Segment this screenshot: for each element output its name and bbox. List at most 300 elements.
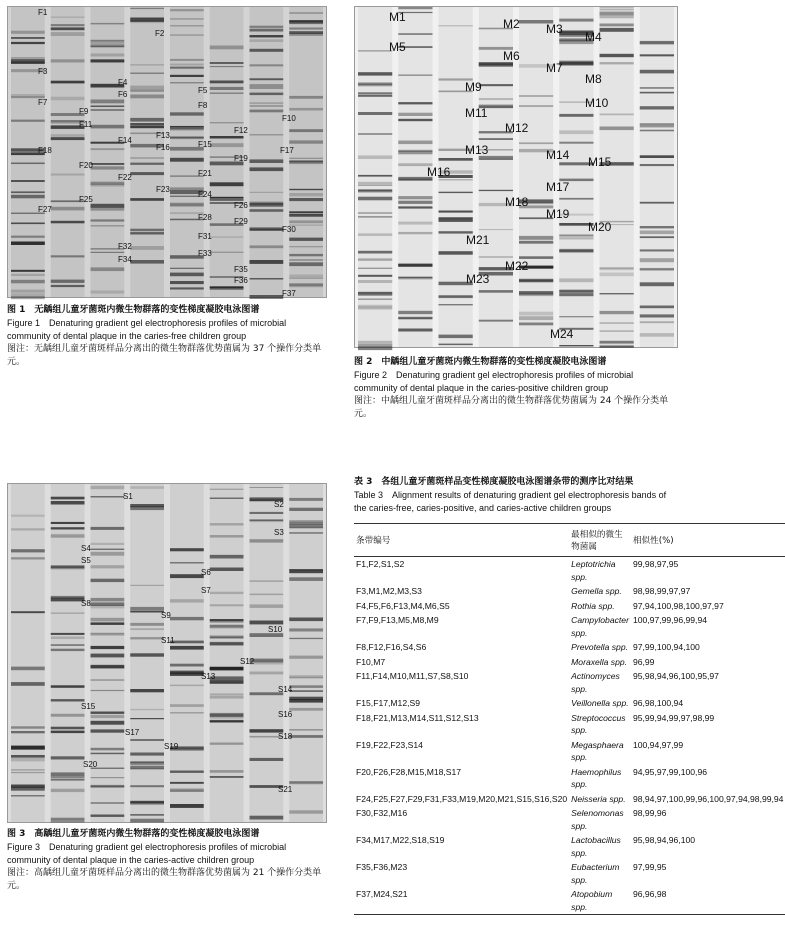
- gel-band: [439, 158, 473, 161]
- gel-band: [130, 761, 164, 763]
- gel-band: [250, 88, 284, 89]
- gel-band: [250, 49, 284, 52]
- figure1-band-label: F6: [118, 90, 128, 99]
- gel-band: [91, 41, 125, 43]
- gel-band: [398, 75, 432, 76]
- gel-band: [640, 236, 674, 238]
- gel-band: [170, 75, 204, 77]
- gel-band: [210, 136, 244, 139]
- gel-band: [130, 232, 164, 234]
- figure3-caption-en: Figure 3 Denaturing gradient gel electrophoresis profiles of microbial community of dental plaque in the caries-active children group: [7, 842, 287, 865]
- gel-band: [358, 84, 392, 86]
- gel-band: [289, 140, 323, 143]
- gel-band: [289, 246, 323, 247]
- figure2-band-label: M19: [546, 207, 570, 221]
- gel-band: [210, 713, 244, 714]
- gel-band: [600, 322, 634, 324]
- gel-band: [640, 314, 674, 317]
- gel-band: [130, 73, 164, 74]
- gel-band: [600, 127, 634, 131]
- figure3-band-label: S8: [81, 599, 91, 608]
- figure3-band-label: S7: [201, 586, 211, 595]
- gel-band: [51, 756, 85, 759]
- gel-band: [289, 108, 323, 111]
- gel-band: [11, 120, 45, 122]
- table3-cell-band-ids: F7,F9,F13,M5,M8,M9: [356, 615, 439, 625]
- gel-band: [51, 81, 85, 84]
- gel-band: [559, 130, 593, 134]
- gel-band: [170, 82, 204, 83]
- gel-band: [439, 192, 473, 193]
- gel-band: [439, 251, 473, 255]
- figure2-band-label: M17: [546, 180, 570, 194]
- figure1-band-label: F12: [234, 126, 248, 135]
- gel-band: [559, 198, 593, 200]
- figure1-band-label: F4: [118, 78, 128, 87]
- gel-band: [398, 311, 432, 314]
- figure3-band-label: S11: [161, 636, 175, 645]
- gel-band: [250, 672, 284, 675]
- gel-band: [289, 810, 323, 813]
- figure2-band-label: M18: [505, 195, 529, 209]
- table3-cell-genus: Lactobacillus spp.: [571, 835, 621, 858]
- gel-lane: [358, 7, 392, 347]
- gel-band: [130, 739, 164, 740]
- figure2-band-label: M10: [585, 96, 609, 110]
- gel-band: [250, 245, 284, 248]
- gel-band: [479, 63, 513, 66]
- gel-lane: [91, 484, 125, 822]
- gel-band: [250, 663, 284, 665]
- table3-row: [354, 711, 785, 738]
- gel-band: [600, 24, 634, 27]
- figure2-band-label: M5: [389, 40, 406, 54]
- gel-band: [398, 151, 432, 154]
- table3-cell-band-ids: F3,M1,M2,M3,S3: [356, 586, 422, 596]
- gel-band: [210, 66, 244, 67]
- gel-band: [130, 89, 164, 92]
- table3-row: [354, 599, 785, 614]
- gel-band: [11, 31, 45, 34]
- gel-band: [11, 191, 45, 193]
- figure3-caption-zh: 图 3 高龋组儿童牙菌斑内微生物群落的变性梯度凝胶电泳图谱: [7, 829, 260, 839]
- gel-lane: [91, 7, 128, 297]
- gel-band: [11, 236, 45, 238]
- gel-band: [600, 114, 634, 116]
- figure1-band-label: F1: [38, 8, 48, 17]
- gel-band: [398, 179, 432, 181]
- gel-band: [289, 161, 323, 164]
- gel-band: [600, 28, 634, 32]
- figure1-band-label: F11: [79, 120, 93, 129]
- gel-band: [11, 195, 45, 199]
- gel-band: [91, 729, 125, 732]
- gel-band: [600, 293, 634, 294]
- table3-cell-band-ids: F30,F32,M16: [356, 808, 408, 818]
- gel-band: [51, 255, 85, 257]
- figure2-band-label: M23: [466, 272, 490, 286]
- gel-band: [91, 184, 125, 187]
- gel-band: [398, 277, 432, 279]
- gel-band: [51, 59, 85, 62]
- gel-band: [439, 304, 473, 305]
- gel-band: [358, 268, 392, 269]
- gel-band: [600, 341, 634, 344]
- gel-band: [11, 270, 45, 272]
- gel-band: [250, 604, 284, 608]
- gel-band: [11, 61, 45, 63]
- gel-band: [170, 137, 204, 140]
- gel-band: [250, 487, 284, 488]
- gel-band: [51, 221, 85, 224]
- gel-band: [170, 599, 204, 602]
- gel-band: [11, 772, 45, 773]
- figure1-band-label: F21: [198, 169, 212, 178]
- gel-band: [130, 611, 164, 613]
- gel-band: [289, 524, 323, 527]
- table3-cell-genus: Streptococcus spp.: [571, 712, 626, 735]
- gel-band: [640, 226, 674, 228]
- gel-band: [250, 278, 284, 280]
- gel-band: [91, 633, 125, 636]
- gel-band: [358, 133, 392, 135]
- gel-band: [170, 268, 204, 269]
- gel-band: [250, 78, 284, 80]
- figure1-band-label: F34: [118, 255, 132, 264]
- gel-band: [250, 84, 284, 87]
- gel-band: [11, 290, 45, 293]
- gel-band: [91, 715, 125, 718]
- figure1-band-label: F27: [38, 205, 52, 214]
- gel-band: [250, 192, 284, 193]
- gel-band: [51, 497, 85, 500]
- gel-band: [398, 222, 432, 225]
- gel-band: [289, 656, 323, 659]
- gel-band: [91, 163, 125, 165]
- gel-band: [358, 233, 392, 236]
- gel-band: [170, 664, 204, 667]
- figure1-gel-image: [7, 6, 327, 298]
- gel-band: [91, 690, 125, 691]
- gel-band: [11, 611, 45, 613]
- gel-band: [130, 229, 164, 232]
- table3-cell-genus: Campylobacter spp.: [571, 615, 629, 638]
- gel-band: [600, 15, 634, 19]
- gel-band: [289, 532, 323, 534]
- gel-band: [91, 496, 125, 498]
- gel-band: [51, 501, 85, 505]
- gel-band: [289, 220, 323, 223]
- gel-band: [130, 118, 164, 122]
- gel-band: [91, 679, 125, 681]
- gel-band: [11, 57, 45, 58]
- gel-band: [250, 521, 284, 523]
- gel-lane: [11, 484, 45, 822]
- gel-band: [358, 251, 392, 254]
- table3-cell-genus: Rothia spp.: [571, 600, 615, 611]
- gel-band: [11, 59, 45, 60]
- gel-band: [51, 772, 85, 776]
- gel-band: [170, 203, 204, 207]
- gel-band: [559, 316, 593, 317]
- gel-band: [130, 21, 164, 23]
- gel-band: [130, 246, 164, 250]
- table3-cell-band-ids: F15,F17,M12,S9: [356, 698, 421, 708]
- gel-band: [289, 498, 323, 501]
- gel-band: [479, 190, 513, 191]
- gel-band: [439, 296, 473, 298]
- gel-band: [170, 34, 204, 36]
- gel-band: [11, 557, 45, 559]
- gel-band: [559, 294, 593, 296]
- gel-band: [11, 758, 45, 762]
- figure3-band-label: S19: [164, 742, 179, 751]
- gel-band: [439, 335, 473, 339]
- table3-cell-band-ids: F8,F12,F16,S4,S6: [356, 642, 427, 652]
- gel-band: [250, 159, 284, 163]
- gel-band: [130, 709, 164, 710]
- gel-band: [289, 508, 323, 511]
- figure1-band-label: F7: [38, 98, 48, 107]
- table3-row: [354, 806, 785, 833]
- gel-band: [289, 690, 323, 692]
- gel-band: [398, 113, 432, 116]
- gel-band: [91, 712, 125, 714]
- gel-band: [51, 134, 85, 136]
- figure2-band-label: M4: [585, 30, 602, 44]
- gel-band: [640, 202, 674, 204]
- figure1-band-label: F18: [38, 146, 52, 155]
- gel-band: [519, 291, 553, 295]
- figure2-band-label: M6: [503, 49, 520, 63]
- gel-band: [640, 130, 674, 132]
- gel-band: [91, 148, 125, 150]
- gel-band: [170, 712, 204, 713]
- gel-band: [358, 258, 392, 260]
- gel-band: [600, 9, 634, 11]
- gel-band: [91, 622, 125, 625]
- gel-band: [250, 102, 284, 104]
- gel-band: [51, 714, 85, 717]
- gel-band: [170, 782, 204, 784]
- gel-band: [91, 166, 125, 169]
- gel-band: [51, 536, 85, 538]
- table3-cell-similarity: 97,99,100,94,100: [632, 642, 700, 652]
- table3-cell-band-ids: F34,M17,M22,S18,S19: [356, 835, 445, 845]
- gel-band: [11, 42, 45, 44]
- gel-band: [210, 252, 244, 253]
- gel-band: [130, 172, 164, 175]
- gel-band: [398, 102, 432, 104]
- gel-band: [170, 646, 204, 650]
- gel-band: [289, 729, 323, 730]
- gel-band: [559, 278, 593, 282]
- gel-lane: [130, 7, 164, 297]
- table3-row: [354, 765, 785, 792]
- gel-band: [210, 568, 244, 572]
- gel-band: [91, 23, 125, 25]
- gel-band: [170, 788, 204, 791]
- table3-title-en: Table 3 Alignment results of denaturing gradient gel electrophoresis bands of the caries-free, caries-positive, and caries-active children groups: [354, 490, 667, 513]
- table3-cell-similarity: 96,96,98: [631, 887, 785, 915]
- gel-band: [51, 598, 85, 602]
- figure1-band-label: F29: [234, 217, 248, 226]
- gel-band: [640, 87, 674, 89]
- gel-band: [600, 273, 634, 277]
- gel-band: [289, 638, 323, 639]
- figure2-band-label: M20: [588, 220, 612, 234]
- gel-band: [11, 242, 45, 245]
- gel-band: [640, 306, 674, 309]
- gel-band: [250, 621, 284, 625]
- gel-band: [130, 653, 164, 656]
- gel-band: [210, 642, 244, 645]
- gel-band: [289, 628, 323, 631]
- gel-band: [91, 565, 125, 568]
- figure1-band-label: F31: [198, 232, 212, 241]
- figure3-band-label: S12: [240, 657, 255, 666]
- gel-band: [130, 198, 164, 201]
- gel-band: [250, 660, 284, 663]
- gel-band: [11, 515, 45, 517]
- table3-cell-genus: Veillonella spp.: [571, 698, 629, 708]
- figure2-band-label: M13: [465, 143, 489, 157]
- figure1-band-label: F2: [155, 29, 165, 38]
- figure2-band-label: M14: [546, 148, 570, 162]
- gel-band: [130, 95, 164, 99]
- table3-cell-genus: Megasphaera spp.: [571, 739, 624, 762]
- gel-band: [130, 123, 164, 125]
- gel-band: [358, 292, 392, 296]
- gel-band: [130, 508, 164, 511]
- gel-band: [250, 39, 284, 42]
- gel-band: [51, 727, 85, 730]
- gel-band: [289, 577, 323, 581]
- table3-cell-band-ids: F10,M7: [356, 656, 386, 667]
- gel-band: [289, 275, 323, 278]
- gel-band: [91, 552, 125, 556]
- gel-band: [170, 25, 204, 26]
- gel-band: [519, 142, 553, 144]
- gel-band: [170, 574, 204, 578]
- gel-band: [289, 278, 323, 279]
- gel-band: [640, 125, 674, 128]
- gel-band: [130, 86, 164, 90]
- gel-band: [130, 629, 164, 630]
- gel-band: [559, 62, 593, 66]
- gel-band: [91, 815, 125, 817]
- gel-band: [91, 748, 125, 751]
- table3-cell-similarity: 100,97,99,96,99,94: [632, 615, 708, 625]
- gel-band: [51, 789, 85, 792]
- gel-band: [170, 562, 204, 563]
- gel-band: [91, 219, 125, 221]
- gel-band: [170, 59, 204, 61]
- table3-cell-band-ids: F11,F14,M10,M11,S7,S8,S10: [356, 671, 469, 681]
- table3-cell-genus: Leptotrichia spp.: [571, 559, 616, 582]
- gel-band: [11, 795, 45, 796]
- gel-band: [91, 106, 125, 107]
- table3-header-row: [354, 524, 785, 557]
- table3-header-genus: 最相似的微生物菌属: [569, 524, 631, 557]
- gel-band: [51, 32, 85, 36]
- figure2-caption-en: Figure 2 Denaturing gradient gel electrophoresis profiles of microbial community of dental plaque in the caries-positive children group: [354, 370, 634, 393]
- gel-band: [398, 264, 432, 267]
- gel-band: [600, 267, 634, 269]
- gel-band: [479, 138, 513, 140]
- gel-band: [91, 654, 125, 658]
- gel-band: [91, 665, 125, 668]
- gel-band: [130, 814, 164, 815]
- gel-band: [130, 157, 164, 159]
- figure2-band-label: M1: [389, 10, 406, 24]
- gel-band: [250, 35, 284, 37]
- gel-band: [210, 81, 244, 84]
- figure3-band-label: S17: [125, 728, 140, 737]
- gel-band: [250, 227, 284, 230]
- gel-band: [559, 114, 593, 117]
- gel-band: [519, 105, 553, 107]
- gel-band: [91, 646, 125, 649]
- gel-band: [130, 126, 164, 129]
- gel-band: [398, 317, 432, 319]
- gel-band: [640, 106, 674, 109]
- gel-band: [130, 64, 164, 65]
- gel-band: [358, 50, 392, 52]
- figure1-band-label: F15: [198, 140, 212, 149]
- gel-band: [130, 506, 164, 507]
- gel-band: [358, 216, 392, 217]
- gel-band: [559, 19, 593, 22]
- gel-band: [289, 675, 323, 676]
- gel-band: [11, 180, 45, 182]
- gel-band: [519, 312, 553, 316]
- gel-band: [289, 260, 323, 261]
- gel-band: [358, 182, 392, 184]
- gel-band: [358, 307, 392, 310]
- gel-band: [640, 41, 674, 44]
- gel-band: [289, 211, 323, 213]
- gel-band: [210, 93, 244, 94]
- table3-cell-similarity: 94,95,97,99,100,96: [632, 766, 708, 777]
- figure2-caption-zh: 图 2 中龋组儿童牙菌斑内微生物群落的变性梯度凝胶电泳图谱: [354, 357, 607, 367]
- gel-band: [559, 235, 593, 237]
- table3-cell-similarity: 96,99: [632, 656, 655, 667]
- gel-band: [289, 214, 323, 217]
- gel-band: [170, 771, 204, 773]
- gel-band: [51, 776, 85, 778]
- gel-band: [398, 7, 432, 9]
- figure2-note: 图注：中龋组儿童牙菌斑样品分离出的微生物群落优势菌属为 24 个操作分类单元。: [354, 396, 669, 419]
- gel-band: [559, 292, 593, 294]
- gel-band: [439, 179, 473, 181]
- gel-band: [210, 592, 244, 594]
- gel-band: [130, 689, 164, 692]
- gel-band: [11, 769, 45, 771]
- table3-cell-band-ids: F1,F2,S1,S2: [356, 559, 405, 569]
- table3-cell-similarity: 95,98,94,96,100: [632, 835, 696, 845]
- gel-band: [250, 512, 284, 514]
- gel-band: [130, 801, 164, 803]
- gel-band: [170, 281, 204, 284]
- gel-band: [91, 44, 125, 46]
- gel-band: [51, 207, 85, 211]
- gel-lane: [130, 484, 164, 822]
- gel-band: [170, 641, 204, 644]
- gel-band: [640, 282, 674, 286]
- gel-band: [130, 623, 164, 626]
- gel-band: [91, 598, 125, 602]
